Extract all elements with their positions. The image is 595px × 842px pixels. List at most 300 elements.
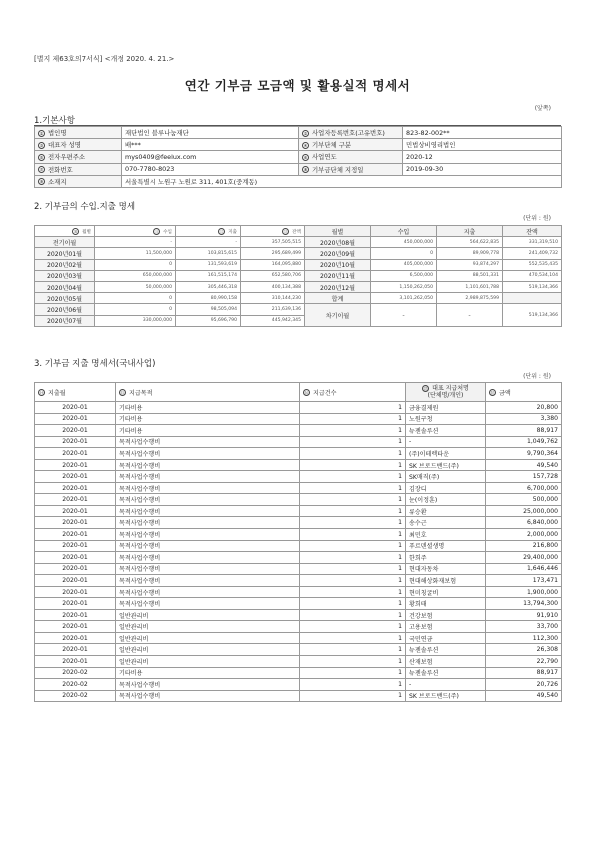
spending-purpose: 목적사업수행비 [116, 494, 300, 506]
income-row [35, 259, 562, 270]
spending-amount: 33,700 [486, 621, 562, 633]
carry-expense: - [437, 304, 503, 326]
item-number-badge: ⑱ [490, 390, 495, 395]
spending-purpose: 일반관리비 [116, 632, 300, 644]
spending-amount: 500,000 [486, 494, 562, 506]
spending-payee: 국민연금 [406, 632, 486, 644]
spending-month: 2020-01 [35, 471, 116, 483]
spending-purpose: 목적사업수행비 [116, 690, 300, 702]
spending-purpose: 목적사업수행비 [116, 679, 300, 691]
item-number-badge: ⑪ [154, 228, 159, 234]
carry-label: 차기이월 [305, 304, 371, 326]
spending-amount: 88,917 [486, 667, 562, 679]
spending-payee: 눈(이정훈) [406, 494, 486, 506]
spending-amount: 49,540 [486, 690, 562, 702]
spending-row [35, 656, 562, 668]
expense-cell: 564,622,835 [437, 237, 503, 248]
header-count [300, 383, 406, 402]
spending-count: 1 [300, 494, 406, 506]
balance-cell: 164,095,880 [241, 259, 305, 270]
item-label: 사업자등록번호(고유번호) [312, 129, 385, 138]
spending-purpose: 목적사업수행비 [116, 575, 300, 587]
spending-payee: - [406, 679, 486, 691]
spending-amount: 157,728 [486, 471, 562, 483]
spending-count: 1 [300, 632, 406, 644]
address-value: 서울특별시 노원구 노원로 311, 401호(중계동) [122, 175, 562, 187]
item-label: 소재지 [48, 177, 67, 186]
month-cell: 2020년03월 [35, 270, 95, 281]
address-label [35, 175, 122, 187]
spending-amount: 2,000,000 [486, 529, 562, 541]
spending-count: 1 [300, 436, 406, 448]
spending-purpose: 일반관리비 [116, 621, 300, 633]
expense-cell: 1,101,601,788 [437, 281, 503, 292]
section1-title: 1.기본사항 [34, 116, 75, 126]
balance-cell: 552,535,435 [503, 259, 562, 270]
header-income [95, 226, 176, 237]
carry-balance: 519,134,366 [503, 304, 562, 326]
spending-month: 2020-01 [35, 609, 116, 621]
spending-amount: 91,910 [486, 609, 562, 621]
spending-table-header [35, 383, 562, 402]
spending-count: 1 [300, 563, 406, 575]
spending-row [35, 529, 562, 541]
spending-row [35, 563, 562, 575]
month-cell: 2020년02월 [35, 259, 95, 270]
spending-purpose: 목적사업수행비 [116, 471, 300, 483]
income-cell: 0 [95, 304, 176, 315]
balance-cell: 295,689,499 [241, 248, 305, 259]
spending-month: 2020-01 [35, 563, 116, 575]
field-value: 2020-12 [403, 151, 562, 163]
expense-cell: 131,593,619 [176, 259, 241, 270]
spending-count: 1 [300, 621, 406, 633]
month-cell: 전기이월 [35, 237, 95, 248]
header-month [35, 226, 95, 237]
spending-row [35, 586, 562, 598]
balance-cell: 310,144,230 [241, 293, 305, 304]
spending-row [35, 598, 562, 610]
spending-count: 1 [300, 552, 406, 564]
spending-row [35, 413, 562, 425]
item-number-badge: ⑦ [39, 167, 44, 173]
item-label: 지출월 [48, 389, 66, 397]
spending-amount: 6,840,000 [486, 517, 562, 529]
header-expense [176, 226, 241, 237]
income-cell: 0 [371, 248, 437, 259]
spending-month: 2020-01 [35, 448, 116, 460]
spending-month: 2020-01 [35, 575, 116, 587]
basic-info-row [35, 127, 562, 139]
document-title: 연간 기부금 모금액 및 활용실적 명세서 [184, 78, 411, 93]
spending-count: 1 [300, 529, 406, 541]
income-cell: 450,000,000 [371, 237, 437, 248]
spending-count: 1 [300, 402, 406, 414]
balance-cell: 652,580,706 [241, 270, 305, 281]
spending-count: 1 [300, 517, 406, 529]
spending-payee: 금융결제원 [406, 402, 486, 414]
form-number: [별지 제63호의7서식] <개정 2020. 4. 21.> [34, 55, 175, 63]
spending-row [35, 609, 562, 621]
spending-row [35, 690, 562, 702]
balance-cell: 331,319,510 [503, 237, 562, 248]
spending-payee: 푸르덴셜생명 [406, 540, 486, 552]
expense-cell: 103,815,615 [176, 248, 241, 259]
spending-purpose: 목적사업수행비 [116, 540, 300, 552]
section3-title: 3. 기부금 지출 명세서(국내사업) [34, 359, 156, 369]
balance-cell: 211,639,136 [241, 304, 305, 315]
spending-amount: 22,790 [486, 656, 562, 668]
spending-count: 1 [300, 679, 406, 691]
spending-purpose: 목적사업수행비 [116, 529, 300, 541]
spending-amount: 3,380 [486, 413, 562, 425]
spending-row [35, 552, 562, 564]
item-label: 전자우편주소 [48, 153, 86, 162]
income-cell: 50,000,000 [95, 281, 176, 292]
spending-count: 1 [300, 575, 406, 587]
item-label: 잔액 [292, 229, 301, 235]
field-label [35, 127, 122, 139]
item-label: 전화번호 [48, 165, 73, 174]
expense-cell: 161,515,174 [176, 270, 241, 281]
spending-row [35, 667, 562, 679]
income-row [35, 281, 562, 292]
spending-row [35, 644, 562, 656]
item-number-badge: ⑩ [73, 228, 78, 234]
income-cell: 1,150,262,050 [371, 281, 437, 292]
balance-cell: 519,134,366 [503, 281, 562, 292]
spending-payee: 뉴젠솔루션 [406, 667, 486, 679]
income-cell: 0 [95, 293, 176, 304]
header-balance2: 잔액 [503, 226, 562, 237]
spending-purpose: 일반관리비 [116, 656, 300, 668]
spending-count: 1 [300, 656, 406, 668]
spending-payee: 현대해상화재보험 [406, 575, 486, 587]
item-label: 월별 [82, 229, 91, 235]
item-label: 대표자 성명 [48, 141, 81, 150]
spending-purpose: 목적사업수행비 [116, 436, 300, 448]
spending-payee: 한희주 [406, 552, 486, 564]
spending-payee: 건강보험 [406, 609, 486, 621]
expense-cell: 88,501,331 [437, 270, 503, 281]
basic-info-row [35, 139, 562, 151]
header-purpose [116, 383, 300, 402]
spending-row [35, 436, 562, 448]
item-label: 지급목적 [129, 389, 153, 397]
item-number-badge: ③ [39, 142, 44, 148]
spending-payee: 김장디 [406, 482, 486, 494]
spending-purpose: 목적사업수행비 [116, 505, 300, 517]
carry-income: - [371, 304, 437, 326]
spending-month: 2020-01 [35, 425, 116, 437]
spending-row [35, 632, 562, 644]
income-row [35, 304, 562, 315]
spending-count: 1 [300, 540, 406, 552]
expense-cell: - [176, 237, 241, 248]
spending-row [35, 679, 562, 691]
front-side-label: (앞쪽) [534, 105, 551, 112]
spending-month: 2020-01 [35, 586, 116, 598]
field-label [35, 151, 122, 163]
spending-payee: 현미칭굴비 [406, 586, 486, 598]
item-label: 수입 [163, 229, 172, 235]
spending-month: 2020-01 [35, 482, 116, 494]
header-payee [406, 383, 486, 402]
spending-payee: 최민호 [406, 529, 486, 541]
expense-cell: 95,696,790 [176, 315, 241, 326]
income-row [35, 237, 562, 248]
field-value: 823-82-002** [403, 127, 562, 139]
spending-month: 2020-01 [35, 436, 116, 448]
spending-row [35, 448, 562, 460]
field-value: 민법상비영리법인 [403, 139, 562, 151]
spending-month: 2020-01 [35, 552, 116, 564]
month-cell: 2020년11월 [305, 270, 371, 281]
spending-row [35, 517, 562, 529]
spending-payee: 노원구청 [406, 413, 486, 425]
spending-purpose: 목적사업수행비 [116, 586, 300, 598]
month-cell: 2020년06월 [35, 304, 95, 315]
spending-payee: 송수근 [406, 517, 486, 529]
item-label: 사업연도 [312, 153, 337, 162]
item-label: 대표 지급처명 [432, 385, 469, 392]
spending-purpose: 기타비용 [116, 425, 300, 437]
spending-amount: 6,700,000 [486, 482, 562, 494]
spending-count: 1 [300, 459, 406, 471]
item-label: 기부단체 구분 [312, 141, 352, 150]
balance-cell: 241,409,732 [503, 248, 562, 259]
spending-amount: 173,471 [486, 575, 562, 587]
basic-info-table [34, 126, 562, 188]
spending-month: 2020-02 [35, 667, 116, 679]
spending-count: 1 [300, 609, 406, 621]
header-month2: 월별 [305, 226, 371, 237]
spending-row [35, 402, 562, 414]
field-value: mys0409@feelux.com [122, 151, 299, 163]
spending-month: 2020-01 [35, 402, 116, 414]
spending-row [35, 425, 562, 437]
item-number-badge: ⑧ [303, 167, 308, 173]
spending-row [35, 482, 562, 494]
spending-amount: 20,800 [486, 402, 562, 414]
section2-title: 2. 기부금의 수입.지출 명세 [34, 202, 136, 212]
item-label: 법인명 [48, 129, 67, 138]
spending-payee: 고용보험 [406, 621, 486, 633]
balance-cell: 470,534,104 [503, 270, 562, 281]
income-cell: 0 [95, 259, 176, 270]
basic-info-row [35, 175, 562, 187]
spending-payee: 현대자동차 [406, 563, 486, 575]
total-expense: 2,989,875,599 [437, 293, 503, 304]
expense-cell: 80,990,158 [176, 293, 241, 304]
spending-month: 2020-01 [35, 529, 116, 541]
spending-row [35, 575, 562, 587]
item-number-badge: ⑥ [303, 154, 308, 160]
income-cell: 650,000,000 [95, 270, 176, 281]
item-number-badge: ⑫ [219, 228, 224, 234]
spending-month: 2020-01 [35, 598, 116, 610]
spending-payee: - [406, 436, 486, 448]
spending-month: 2020-01 [35, 459, 116, 471]
spending-amount: 26,308 [486, 644, 562, 656]
spending-payee: 황희태 [406, 598, 486, 610]
expense-cell: 98,505,094 [176, 304, 241, 315]
spending-payee: 뉴젠솔루션 [406, 425, 486, 437]
month-cell: 2020년04월 [35, 281, 95, 292]
spending-row [35, 505, 562, 517]
domestic-spending-table [34, 382, 562, 702]
spending-amount: 1,646,446 [486, 563, 562, 575]
item-number-badge: ④ [303, 142, 308, 148]
header-expense2: 지출 [437, 226, 503, 237]
spending-count: 1 [300, 413, 406, 425]
expense-cell: 89,909,778 [437, 248, 503, 259]
spending-amount: 1,900,000 [486, 586, 562, 598]
item-number-badge: ⑮ [120, 390, 125, 395]
spending-purpose: 목적사업수행비 [116, 448, 300, 460]
item-number-badge: ⑨ [39, 179, 44, 185]
total-balance-empty [503, 293, 562, 304]
spending-count: 1 [300, 598, 406, 610]
balance-cell: 445,942,345 [241, 315, 305, 326]
field-value: 070-7780-8023 [122, 163, 299, 175]
income-row [35, 248, 562, 259]
spending-row [35, 494, 562, 506]
basic-info-row [35, 163, 562, 175]
spending-amount: 216,800 [486, 540, 562, 552]
spending-month: 2020-01 [35, 517, 116, 529]
field-label [299, 127, 403, 139]
spending-row [35, 540, 562, 552]
spending-row [35, 459, 562, 471]
month-cell: 2020년01월 [35, 248, 95, 259]
expense-cell: 93,874,297 [437, 259, 503, 270]
spending-payee: (주)이테렉타운 [406, 448, 486, 460]
section2-unit: (단위 : 원) [523, 215, 551, 222]
spending-amount: 25,000,000 [486, 505, 562, 517]
header-income2: 수입 [371, 226, 437, 237]
item-label: 지급건수 [313, 389, 337, 397]
spending-payee: SK 브로드밴드(주) [406, 459, 486, 471]
spending-row [35, 621, 562, 633]
spending-count: 1 [300, 505, 406, 517]
spending-count: 1 [300, 471, 406, 483]
spending-row [35, 471, 562, 483]
section3-unit: (단위 : 원) [523, 373, 551, 380]
spending-amount: 20,726 [486, 679, 562, 691]
income-table-header [35, 226, 562, 237]
spending-payee: 류승환 [406, 505, 486, 517]
field-label [35, 139, 122, 151]
month-cell: 2020년10월 [305, 259, 371, 270]
header-amount [486, 383, 562, 402]
spending-count: 1 [300, 448, 406, 460]
field-label [299, 151, 403, 163]
spending-payee: SK매직(주) [406, 471, 486, 483]
income-cell: 6,500,000 [371, 270, 437, 281]
income-row [35, 270, 562, 281]
spending-month: 2020-01 [35, 540, 116, 552]
spending-month: 2020-01 [35, 413, 116, 425]
month-cell: 2020년05월 [35, 293, 95, 304]
spending-month: 2020-01 [35, 644, 116, 656]
field-label [35, 163, 122, 175]
basic-info-row [35, 151, 562, 163]
income-cell: 330,000,000 [95, 315, 176, 326]
spending-amount: 49,540 [486, 459, 562, 471]
spending-purpose: 기타비용 [116, 413, 300, 425]
spending-amount: 112,300 [486, 632, 562, 644]
item-number-badge: ⑬ [283, 228, 288, 234]
field-label [299, 139, 403, 151]
month-cell: 2020년12월 [305, 281, 371, 292]
spending-purpose: 기타비용 [116, 667, 300, 679]
spending-amount: 88,917 [486, 425, 562, 437]
item-number-badge: ② [303, 130, 308, 136]
item-label: 금액 [499, 389, 511, 397]
spending-month: 2020-01 [35, 656, 116, 668]
month-cell: 2020년08월 [305, 237, 371, 248]
spending-purpose: 목적사업수행비 [116, 459, 300, 471]
field-value: 배*** [122, 139, 299, 151]
header-payee-sub: (단체명/개인) [427, 392, 464, 399]
spending-count: 1 [300, 690, 406, 702]
spending-amount: 1,049,762 [486, 436, 562, 448]
balance-cell: 357,505,515 [241, 237, 305, 248]
spending-amount: 9,790,364 [486, 448, 562, 460]
spending-count: 1 [300, 425, 406, 437]
header-date [35, 383, 116, 402]
expense-cell: 305,446,318 [176, 281, 241, 292]
spending-count: 1 [300, 482, 406, 494]
spending-purpose: 일반관리비 [116, 609, 300, 621]
income-cell: 11,500,000 [95, 248, 176, 259]
item-number-badge: ⑰ [423, 386, 428, 391]
income-expense-table [34, 225, 562, 327]
field-label [299, 163, 403, 175]
spending-count: 1 [300, 644, 406, 656]
income-row [35, 293, 562, 304]
spending-count: 1 [300, 586, 406, 598]
spending-month: 2020-01 [35, 505, 116, 517]
spending-amount: 13,794,300 [486, 598, 562, 610]
spending-purpose: 목적사업수행비 [116, 598, 300, 610]
spending-purpose: 기타비용 [116, 402, 300, 414]
spending-payee: SK 브로드밴드(주) [406, 690, 486, 702]
income-cell: - [95, 237, 176, 248]
spending-month: 2020-02 [35, 679, 116, 691]
income-cell: 405,000,000 [371, 259, 437, 270]
spending-purpose: 목적사업수행비 [116, 563, 300, 575]
spending-amount: 29,400,000 [486, 552, 562, 564]
total-income: 3,101,262,050 [371, 293, 437, 304]
field-value: 재단법인 블루나눔재단 [122, 127, 299, 139]
month-cell: 2020년07월 [35, 315, 95, 326]
spending-month: 2020-02 [35, 690, 116, 702]
balance-cell: 400,134,388 [241, 281, 305, 292]
month-cell: 2020년09월 [305, 248, 371, 259]
item-number-badge: ⑯ [304, 390, 309, 395]
item-number-badge: ⑭ [39, 390, 44, 395]
spending-payee: 뉴젠솔루션 [406, 644, 486, 656]
item-label: 기부금단체 지정일 [312, 165, 364, 174]
spending-month: 2020-01 [35, 494, 116, 506]
spending-purpose: 일반관리비 [116, 644, 300, 656]
field-value: 2019-09-30 [403, 163, 562, 175]
spending-month: 2020-01 [35, 632, 116, 644]
spending-count: 1 [300, 667, 406, 679]
item-number-badge: ⑤ [39, 154, 44, 160]
